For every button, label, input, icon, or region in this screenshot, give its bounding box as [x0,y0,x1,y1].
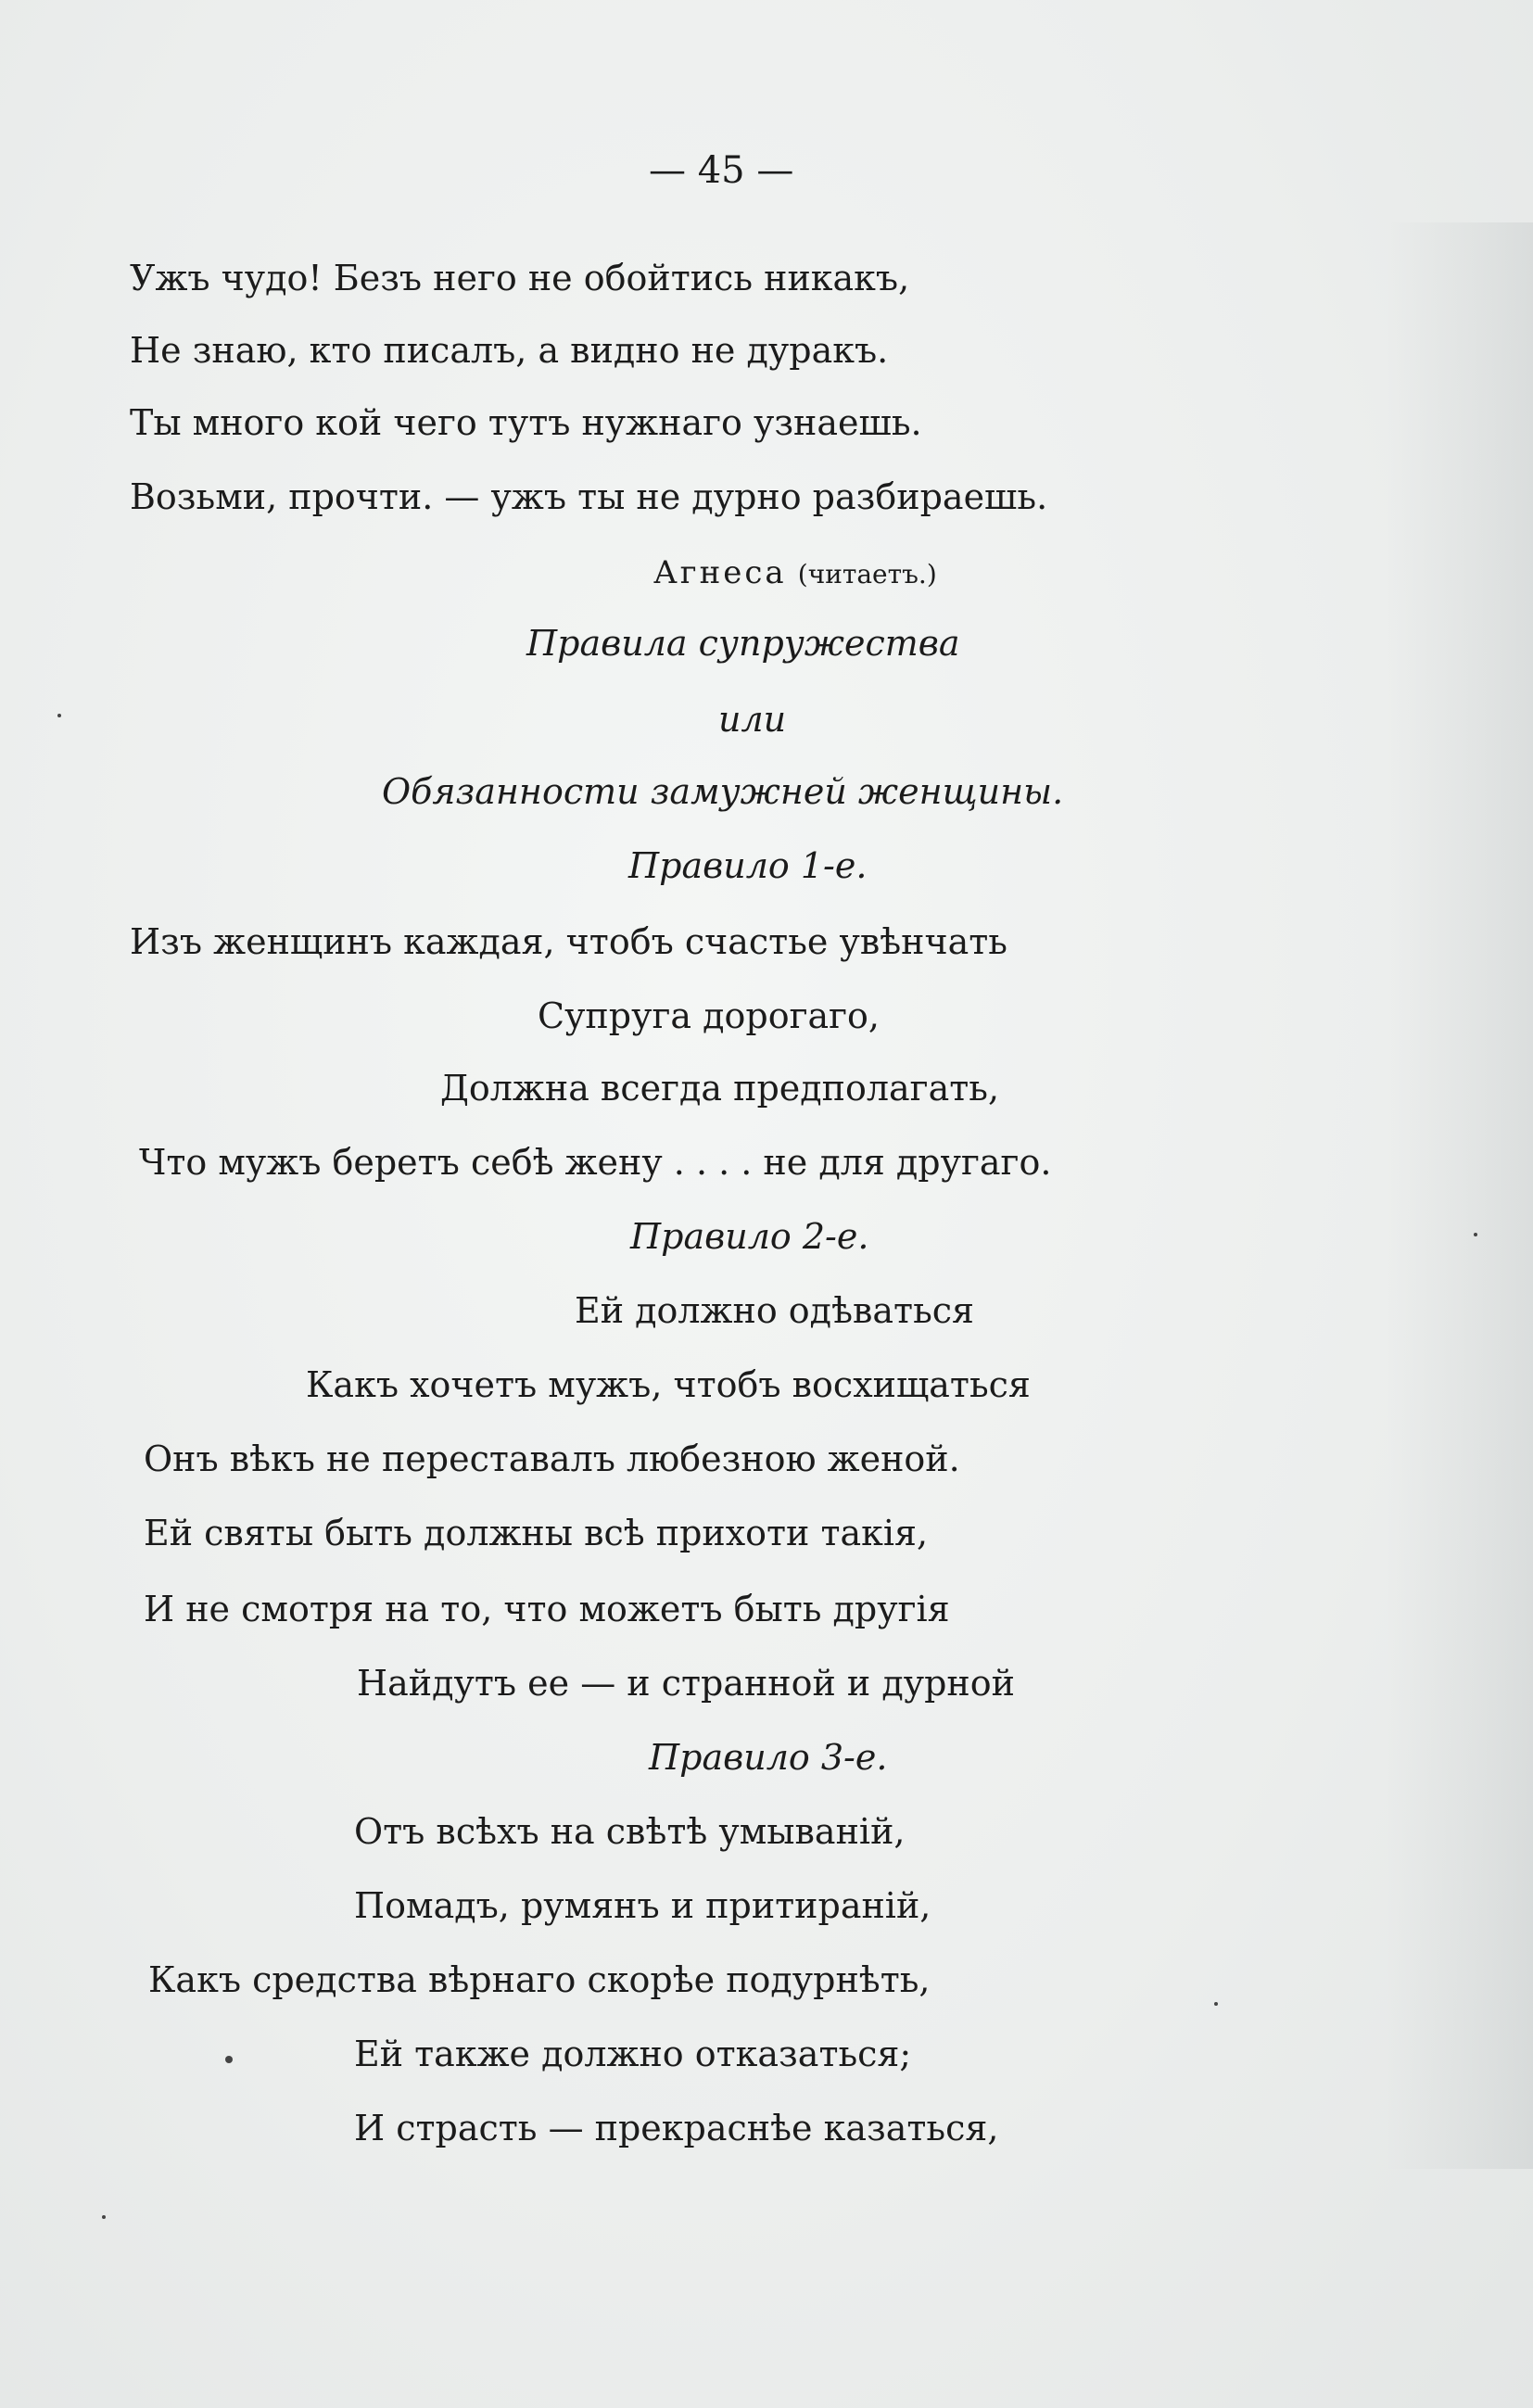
verse-line: Ей святы быть должны всѣ прихоти такія, [144,1513,929,1553]
speaker-line [653,549,937,597]
verse-line: Ей должно одѣваться [575,1290,975,1331]
page-number: — 45 — [649,149,794,192]
rule-2-title: Правило 2-е. [630,1216,869,1257]
verse-line: Не знаю, кто писалъ, а видно не дуракъ. [130,330,889,371]
speaker-name: Агнеса [653,554,787,591]
ink-speck [1214,2002,1218,2006]
heading-title: Правила супружества [526,623,960,664]
ink-speck [57,714,61,717]
verse-line: Ужъ чудо! Безъ него не обойтись никакъ, [130,258,910,298]
verse-line: Помадъ, румянъ и притираній, [354,1885,931,1926]
verse-line: Онъ вѣкъ не переставалъ любезною женой. [144,1438,960,1479]
verse-line: Какъ средства вѣрнаго скорѣе подурнѣть, [148,1959,931,2000]
verse-line: Ей также должно отказаться; [354,2034,912,2074]
verse-line: Что мужъ беретъ себѣ жену . . . . не для другаго. [139,1142,1052,1183]
verse-line: Отъ всѣхъ на свѣтѣ умываній, [354,1811,906,1852]
stage-direction: (читаетъ.) [797,559,937,589]
heading-or: или [718,699,787,740]
ink-speck [1474,1233,1477,1236]
verse-line: Найдутъ ее — и странной и дурной [357,1663,1015,1704]
verse-line: Какъ хочетъ мужъ, чтобъ восхищаться [306,1364,1031,1405]
rule-1-title: Правило 1-е. [628,845,868,886]
heading-subtitle: Обязанности замужней женщины. [382,771,1064,812]
verse-line: Изъ женщинъ каждая, чтобъ счастье увѣнчать [130,921,1007,962]
verse-line: Должна всегда предполагать, [440,1068,1000,1109]
bleed-through-shadow [1385,222,1533,2169]
ink-speck [102,2215,106,2219]
verse-line: Возьми, прочти. — ужъ ты не дурно разбираешь. [130,476,1048,517]
rule-3-title: Правило 3-е. [649,1737,888,1778]
verse-line: И страсть — прекраснѣе казаться, [354,2108,999,2148]
ink-speck [225,2056,233,2063]
verse-line: И не смотря на то, что можетъ быть другія [144,1589,950,1629]
verse-line: Ты много кой чего тутъ нужнаго узнаешь. [130,402,922,443]
verse-line: Супруга дорогаго, [538,995,880,1036]
